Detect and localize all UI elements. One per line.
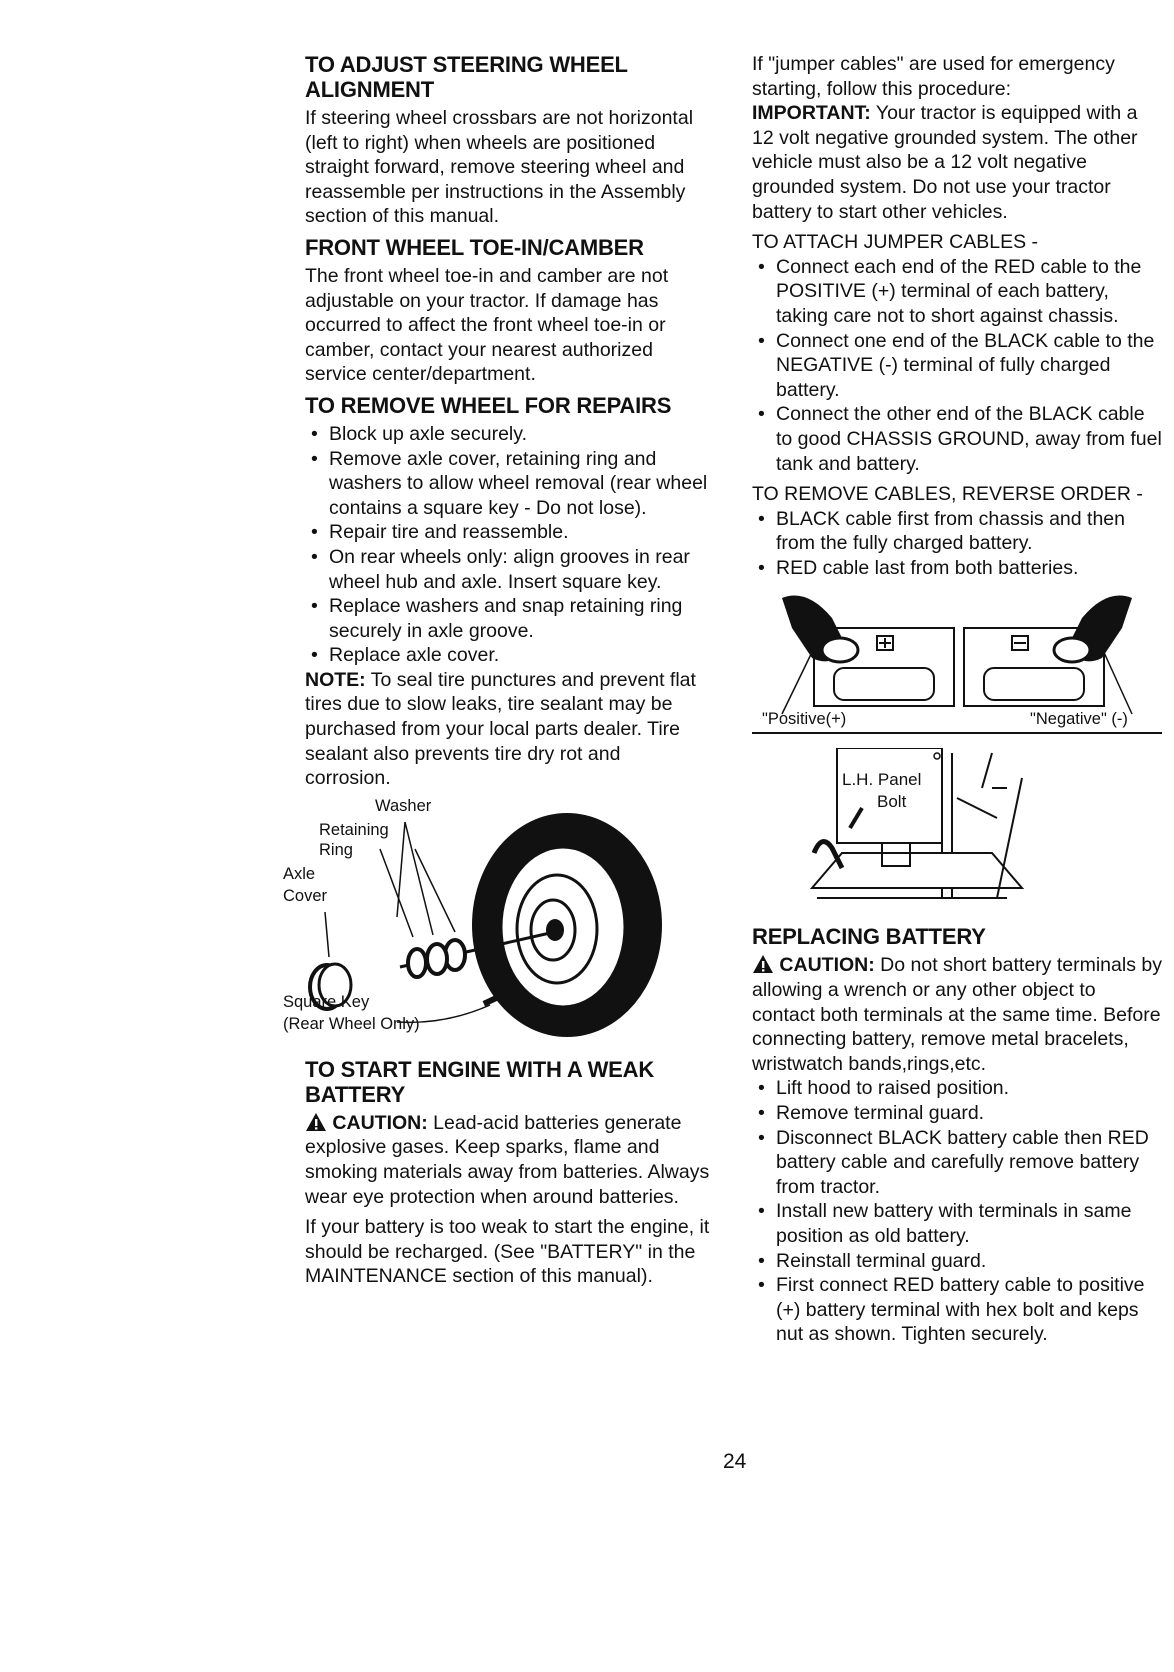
axle-cover-label: Axle <box>283 864 316 883</box>
retaining-ring-label-2: Ring <box>319 840 353 859</box>
section-title: FRONT WHEEL TOE-IN/CAMBER <box>305 234 644 260</box>
caution-paragraph: CAUTION: Lead-acid batteries generate explosive gases. Keep sparks, flame and smoking materials away from batteries. Always wear eye protection when around batteries. <box>305 1111 710 1208</box>
section-title: TO START ENGINE WITH A WEAK BATTERY <box>305 1056 655 1107</box>
warning-icon <box>752 954 774 974</box>
list-item: • Lift hood to raised position. <box>752 1076 1162 1101</box>
negative-label: "Negative" (-) <box>1030 710 1128 729</box>
weak-battery-section <box>305 1057 710 1289</box>
page-number: 24 <box>723 1450 747 1473</box>
caution-label: CAUTION: <box>332 1111 428 1134</box>
panel-bolt-illustration <box>752 748 1162 918</box>
list-item: • Connect the other end of the BLACK cable to good CHASSIS GROUND, away from fuel tank and battery. <box>752 402 1162 476</box>
important-label: IMPORTANT: <box>752 102 871 125</box>
list-item: • Connect one end of the BLACK cable to the NEGATIVE (-) terminal of fully charged battery. <box>752 329 1162 403</box>
attach-title: TO ATTACH JUMPER CABLES - <box>752 231 1039 254</box>
list-item: • On rear wheels only: align grooves in rear wheel hub and axle. Insert square key. <box>305 545 710 594</box>
warning-icon <box>305 1112 327 1132</box>
replacing-steps <box>752 1076 1162 1347</box>
list-item: • Block up axle securely. <box>305 422 710 447</box>
caution-paragraph: CAUTION: Do not short battery terminals by allowing a wrench or any other object to contact both terminals at the same time. Before connecting battery, remove metal bracelets, wristwatch bands,rings,etc. <box>752 954 1162 1075</box>
list-item: • Reinstall terminal guard. <box>752 1249 1162 1274</box>
remove-wheel-steps <box>305 422 710 668</box>
panel-label: L.H. Panel <box>842 770 922 790</box>
retaining-ring-label: Retaining <box>319 820 389 839</box>
important-paragraph: IMPORTANT: Your tractor is equipped with a 12 volt negative grounded system. The other vehicle must also be a 12 volt negative grounded system. Do not use your tractor battery to start other vehicles. <box>752 102 1138 223</box>
jumper-intro: If "jumper cables" are used for emergency starting, follow this procedure: <box>752 53 1115 100</box>
list-item: • Install new battery with terminals in same position as old battery. <box>752 1199 1162 1248</box>
remove-steps <box>752 507 1162 581</box>
steering-alignment-section <box>305 52 710 229</box>
caution-label: CAUTION: <box>779 954 875 977</box>
rear-wheel-only-label: (Rear Wheel Only) <box>283 1014 420 1033</box>
section-body: If steering wheel crossbars are not horizontal (left to right) when wheels are positioned straight forward, remove steering wheel and reassemble per instructions in the Assembly section of this manual. <box>305 107 694 228</box>
section-title: TO ADJUST STEERING WHEEL ALIGNMENT <box>305 52 628 102</box>
right-column <box>752 52 1162 1353</box>
attach-steps <box>752 255 1162 476</box>
note-paragraph: NOTE: To seal tire punctures and prevent flat tires due to slow leaks, tire sealant may be purchased from your local parts dealer. Tire sealant also prevents tire dry rot and corrosion. <box>305 668 696 790</box>
axle-cover-label-2: Cover <box>283 886 328 905</box>
jumper-battery-diagram <box>752 588 1162 738</box>
panel-bolt-diagram <box>752 748 1162 918</box>
section-title: TO REMOVE WHEEL FOR REPAIRS <box>305 392 672 418</box>
note-label: NOTE: <box>305 668 366 691</box>
list-item: • Repair tire and reassemble. <box>305 520 710 545</box>
left-column <box>283 52 710 1295</box>
list-item: • Replace washers and snap retaining ring securely in axle groove. <box>305 594 710 643</box>
list-item: • Disconnect BLACK battery cable then RED battery cable and carefully remove battery from tractor. <box>752 1126 1162 1200</box>
remove-wheel-section <box>305 393 710 791</box>
list-item: • Connect each end of the RED cable to the POSITIVE (+) terminal of each battery, taking care not to short against chassis. <box>752 255 1162 329</box>
bolt-label: Bolt <box>877 792 907 812</box>
replacing-battery-section <box>752 924 1162 1347</box>
list-item: • Replace axle cover. <box>305 643 710 668</box>
wheel-diagram <box>283 796 710 1047</box>
list-item: • First connect RED battery cable to positive (+) battery terminal with hex bolt and keps nut as shown. Tighten securely. <box>752 1273 1162 1347</box>
remove-title: TO REMOVE CABLES, REVERSE ORDER - <box>752 483 1143 506</box>
positive-label: "Positive(+) <box>762 710 847 729</box>
list-item: • BLACK cable first from chassis and then from the fully charged battery. <box>752 507 1162 556</box>
list-item: • Remove terminal guard. <box>752 1101 1162 1126</box>
square-key-label: Square Key <box>283 992 370 1011</box>
section-body: If your battery is too weak to start the engine, it should be recharged. (See "BATTERY" in the MAINTENANCE section of this manual). <box>305 1216 710 1288</box>
list-item: • Remove axle cover, retaining ring and washers to allow wheel removal (rear wheel contains a square key - Do not lose). <box>305 447 710 521</box>
list-item: • RED cable last from both batteries. <box>752 556 1162 581</box>
section-body: The front wheel toe-in and camber are not adjustable on your tractor. If damage has occurred to affect the front wheel toe-in or camber, contact your nearest authorized service center/department. <box>305 264 669 386</box>
jumper-cables-section <box>752 52 1162 580</box>
washer-label: Washer <box>375 796 432 815</box>
toe-in-camber-section <box>305 235 710 387</box>
section-title: REPLACING BATTERY <box>752 924 986 950</box>
